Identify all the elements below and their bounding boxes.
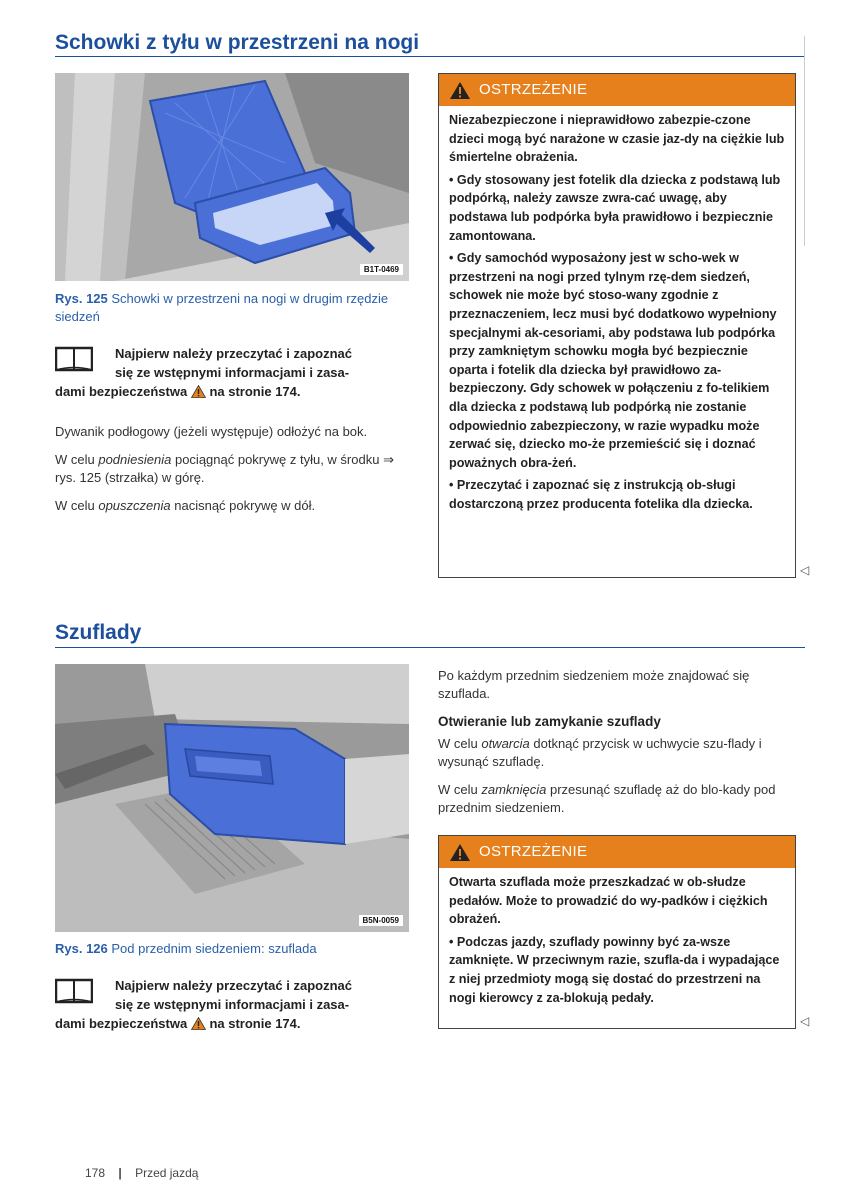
- paragraph-open: [438, 735, 793, 771]
- paragraph-drawer-intro: Po każdym przednim siedzeniem może znajdować się szuflada.: [438, 668, 750, 701]
- note-line-3-text: dami bezpieczeństwa: [55, 1016, 188, 1031]
- warning-triangle-icon: [449, 81, 471, 100]
- warning-triangle-icon: [449, 843, 471, 862]
- figure-126-illustration: [55, 664, 409, 932]
- section2-body: [438, 667, 793, 827]
- warning-bullet: • Gdy stosowany jest fotelik dla dziecka z podstawą lub podpórką, należy zawsze zwra-cać uwagę, aby podstawa lub podpórka była prawidłowo i bezpiecznie zamontowana.: [449, 172, 781, 243]
- paragraph-close: [438, 781, 793, 817]
- subheading-open-close: Otwieranie lub zamykanie szuflady: [438, 714, 661, 729]
- page-edge-line: [804, 36, 805, 246]
- caption-number: Rys. 126: [55, 941, 108, 956]
- warning-bullet: • Podczas jazdy, szuflady powinny być za-wsze zamknięte. W przeciwnym razie, szufla-da i wypadające z niej przedmioty mogą się dostać do przestrzeni na nogi kierowcy z za-blokują pedały.: [449, 934, 780, 1005]
- emphasis-open: otwarcia: [481, 736, 530, 751]
- warning-bullet: • Przeczytać i zapoznać się z instrukcją ob-sługi dostarczoną przez producenta fotelika dla dziecka.: [449, 478, 753, 511]
- page-number: 178: [85, 1166, 106, 1180]
- note-page-link[interactable]: na stronie 174.: [209, 1016, 301, 1031]
- paragraph-lower: [55, 497, 400, 515]
- note-line-3-text: dami bezpieczeństwa: [55, 384, 188, 399]
- caption-text: Pod przednim siedzeniem: szuflada: [111, 941, 317, 956]
- section-end-marker: ◁: [800, 1014, 810, 1028]
- figure-caption-125: [55, 290, 405, 326]
- section1-body: [55, 423, 400, 525]
- figure-code-label: B1T-0469: [360, 264, 403, 275]
- note-page-link[interactable]: na stronie 174.: [209, 384, 301, 399]
- note-line-1: Najpierw należy przeczytać i zapoznać: [115, 978, 352, 993]
- warning-header: [439, 836, 795, 868]
- emphasis-close: zamknięcia: [481, 782, 547, 797]
- caption-text: Schowki w przestrzeni na nogi w drugim rzędzie siedzeń: [55, 291, 389, 324]
- warning-body: [439, 868, 795, 1015]
- note-line-1: Najpierw należy przeczytać i zapoznać: [115, 346, 352, 361]
- section-rule: [55, 647, 805, 648]
- text-span: W celu: [438, 736, 482, 751]
- read-first-note: [55, 976, 407, 1038]
- note-line-3: [55, 1014, 301, 1033]
- section-title-drawers: Szuflady: [55, 621, 142, 644]
- footer-separator: |: [118, 1166, 122, 1180]
- warning-intro: Otwarta szuflada może przeszkadzać w ob-słudze pedałów. Może to prowadzić do wy-padków i ciężkich obrażeń.: [449, 875, 768, 927]
- section-end-marker: ◁: [800, 563, 810, 577]
- note-line-2: się ze wstępnymi informacjami i zasa-: [115, 365, 350, 380]
- paragraph-raise: [55, 451, 400, 487]
- warning-heading: OSTRZEŻENIE: [479, 81, 588, 98]
- figure-caption-126: [55, 940, 405, 958]
- warning-box-child-seat: [438, 73, 796, 578]
- text-span: przesunąć szufladę aż do blo-kady pod przednim siedzeniem.: [438, 782, 776, 815]
- emphasis-raise: podniesienia: [98, 452, 172, 467]
- page-footer: [85, 1166, 198, 1180]
- warning-bullet: • Gdy samochód wyposażony jest w scho-wek w przestrzeni na nogi przed tylnym rzę-dem siedzeń, schowek nie może być stoso-wany zgodnie z przeznaczeniem, lecz musi być dodatkowo wypełniony specjalnymi ak-cesoriami, aby podstawa lub podpórka przy zamkniętym schowku mogła być bezpiecznie oparta i fotelik dla dziecka był prawidłowo za-bezpieczony. Gdy schowek w połączeniu z fo-telikiem dla dziecka z podstawą lub podpórką nie zostanie odpowiednio zabezpieczony, w razie wypadku może zerwać się, dziecko mo-że przemieścić się i doznać poważnych obra-żeń.: [449, 251, 777, 470]
- emphasis-lower: opuszczenia: [98, 498, 171, 513]
- warning-icon: [191, 385, 206, 398]
- figure-code-label: B5N-0059: [359, 915, 403, 926]
- section-title-rear-storage: Schowki z tyłu w przestrzeni na nogi: [55, 31, 420, 54]
- warning-heading: OSTRZEŻENIE: [479, 843, 588, 860]
- book-icon: [55, 978, 93, 1004]
- text-span: dotknąć przycisk w uchwycie szu-flady i wysunąć szufladę.: [438, 736, 762, 769]
- text-span: W celu: [55, 452, 99, 467]
- warning-header: [439, 74, 795, 106]
- read-first-note: [55, 344, 407, 406]
- paragraph-floor-mat: Dywanik podłogowy (jeżeli występuje) odłożyć na bok.: [55, 424, 368, 439]
- note-line-3: [55, 382, 301, 401]
- warning-intro: Niezabezpieczone i nieprawidłowo zabezpie-czone dzieci mogą być narażone w czasie jaz-dy na ciężkie lub śmiertelne obrażenia.: [449, 113, 785, 165]
- note-line-2: się ze wstępnymi informacjami i zasa-: [115, 997, 350, 1012]
- text-span: W celu: [438, 782, 482, 797]
- chapter-name: Przed jazdą: [135, 1166, 199, 1180]
- figure-125-illustration: [55, 73, 409, 281]
- section-rule: [55, 56, 805, 57]
- figure-under-seat-drawer: [55, 664, 409, 932]
- warning-icon: [191, 1017, 206, 1030]
- warning-body: [439, 106, 795, 521]
- text-span: W celu: [55, 498, 99, 513]
- caption-number: Rys. 125: [55, 291, 108, 306]
- text-span: nacisnąć pokrywę w dół.: [170, 498, 316, 513]
- text-span: pociągnąć pokrywę z tyłu, w środku ⇒ rys. 125 (strzałka) w górę.: [55, 452, 394, 485]
- figure-rear-footwell-storage: [55, 73, 409, 281]
- book-icon: [55, 346, 93, 372]
- warning-box-drawer: [438, 835, 796, 1029]
